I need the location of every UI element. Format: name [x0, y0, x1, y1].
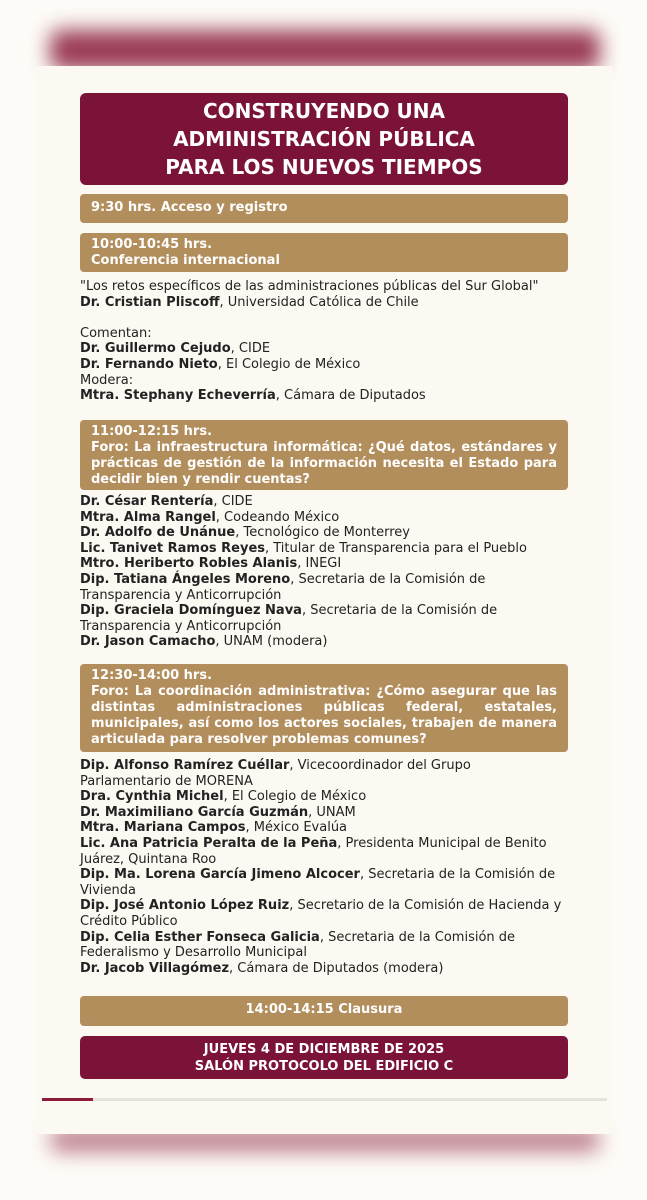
affiliation-text: , El Colegio de México	[223, 789, 367, 805]
text-line	[80, 789, 570, 805]
foro1-participants	[80, 494, 570, 650]
affiliation-text: , Secretaria de la Comisión de	[319, 929, 516, 945]
affiliation-text: Crédito Público	[80, 913, 178, 929]
foro2-participants	[80, 758, 570, 976]
affiliation-text: , Universidad Católica de Chile	[219, 294, 419, 310]
clausura-bar	[80, 996, 568, 1026]
text-line	[80, 373, 570, 389]
affiliation-text: Modera:	[80, 372, 134, 388]
text-line	[80, 836, 570, 852]
affiliation-text: , México Evalúa	[245, 820, 348, 836]
affiliation-text: , Secretaria de la Comisión de	[301, 603, 498, 619]
person-name: Dr. César Rentería	[80, 494, 214, 509]
affiliation-text: , Codeando México	[215, 509, 340, 525]
conferencia-details	[80, 279, 570, 404]
affiliation-text: Transparencia y Anticorrupción	[80, 618, 282, 634]
person-name: Dip. Alfonso Ramírez Cuéllar	[80, 758, 290, 773]
affiliation-text: "Los retos específicos de las administraciones públicas del Sur Global"	[80, 279, 539, 294]
affiliation-text: , Secretaria de la Comisión de	[290, 571, 486, 587]
person-name: Dr. Jacob Villagómez	[80, 960, 230, 976]
text-line	[80, 898, 570, 914]
affiliation-text: Transparencia y Anticorrupción	[80, 587, 282, 603]
text-line	[80, 961, 570, 977]
person-name: Lic. Ana Patricia Peralta de la Peña	[80, 835, 338, 851]
event-venue: SALÓN PROTOCOLO DEL EDIFICIO C	[194, 1059, 454, 1074]
foro1-description: Foro: La infraestructura informática: ¿Qué datos, estándares y prácticas de gestión de la información necesita el Estado para decidir bien y rendir cuentas?	[91, 440, 557, 487]
event-date-box	[80, 1036, 568, 1079]
affiliation-text: , Titular de Transparencia para el Pueblo	[265, 540, 527, 556]
affiliation-text: , El Colegio de México	[217, 356, 361, 372]
text-line	[80, 930, 570, 946]
affiliation-text: , Tecnológico de Monterrey	[235, 525, 411, 541]
affiliation-text: , Secretario de la Comisión de Hacienda y	[289, 898, 562, 914]
foro2-bar	[80, 664, 568, 752]
affiliation-text: Juárez, Quintana Roo	[80, 851, 217, 867]
title-line-3: PARA LOS NUEVOS TIEMPOS	[165, 155, 483, 179]
person-name: Dip. Tatiana Ángeles Moreno	[80, 571, 291, 587]
text-line	[80, 634, 570, 650]
affiliation-text: , Secretaria de la Comisión de	[359, 867, 556, 883]
person-name: Dr. Maximiliano García Guzmán	[80, 804, 309, 820]
affiliation-text: , UNAM	[308, 804, 356, 820]
person-name: Mtra. Stephany Echeverría	[80, 388, 276, 404]
clausura-label: 14:00-14:15 Clausura	[245, 1002, 403, 1017]
blurred-header-backdrop	[50, 30, 600, 70]
registro-bar	[80, 194, 568, 223]
text-line	[80, 945, 570, 961]
affiliation-text: , CIDE	[213, 494, 253, 509]
text-line	[80, 774, 570, 790]
person-name: Lic. Tanivet Ramos Reyes	[80, 540, 265, 556]
affiliation-text: , Cámara de Diputados (modera)	[229, 960, 444, 976]
affiliation-text: , CIDE	[230, 341, 271, 357]
affiliation-text: Vivienda	[80, 882, 136, 898]
person-name: Dr. Fernando Nieto	[80, 356, 218, 372]
text-line	[80, 556, 570, 572]
text-line	[80, 279, 570, 295]
conferencia-label: Conferencia internacional	[91, 253, 280, 268]
person-name: Mtra. Mariana Campos	[80, 820, 246, 836]
text-line	[80, 603, 570, 619]
carousel-progress-track	[42, 1098, 607, 1101]
title-line-1: CONSTRUYENDO UNA	[202, 99, 445, 123]
affiliation-text: Parlamentario de MORENA	[80, 773, 253, 789]
conferencia-bar	[80, 233, 568, 272]
affiliation-text: , INEGI	[297, 556, 342, 572]
affiliation-text: , UNAM (modera)	[215, 634, 328, 650]
text-line	[80, 914, 570, 930]
event-date: JUEVES 4 DE DICIEMBRE DE 2025	[203, 1042, 445, 1057]
text-line	[80, 510, 570, 526]
person-name: Dip. José Antonio López Ruiz	[80, 898, 290, 914]
person-name: Dip. Graciela Domínguez Nava	[80, 603, 302, 619]
text-line	[80, 341, 570, 357]
text-line	[80, 525, 570, 541]
foro2-description: Foro: La coordinación administrativa: ¿Cómo asegurar que las distintas administraciones públicas federal, estatales, municipales, así como los actores sociales, trabajen de manera articulada para resolver problemas comunes?	[91, 684, 557, 747]
person-name: Mtro. Heriberto Robles Alanis	[80, 556, 298, 572]
text-line	[80, 541, 570, 557]
text-line	[80, 820, 570, 836]
title-line-2: ADMINISTRACIÓN PÚBLICA	[173, 127, 475, 151]
text-line	[80, 326, 570, 342]
text-line	[80, 494, 570, 510]
text-line	[80, 867, 570, 883]
person-name: Dra. Cynthia Michel	[80, 789, 224, 805]
person-name: Dr. Adolfo de Unánue	[80, 525, 236, 541]
text-line	[80, 805, 570, 821]
text-line	[80, 619, 570, 635]
conferencia-time: 10:00-10:45 hrs.	[91, 237, 213, 252]
foro2-time: 12:30-14:00 hrs.	[91, 668, 213, 683]
registro-label: 9:30 hrs. Acceso y registro	[91, 200, 288, 215]
text-line	[80, 852, 570, 868]
text-line	[80, 357, 570, 373]
program-card	[36, 66, 612, 1134]
affiliation-text: , Cámara de Diputados	[275, 388, 426, 404]
text-line	[80, 295, 570, 311]
foro1-time: 11:00-12:15 hrs.	[91, 424, 213, 439]
affiliation-text: , Vicecoordinador del Grupo	[289, 758, 471, 773]
affiliation-text: , Presidenta Municipal de Benito	[337, 835, 547, 851]
person-name: Mtra. Alma Rangel	[80, 509, 216, 525]
person-name: Dr. Cristian Pliscoff	[80, 294, 220, 310]
text-line	[80, 883, 570, 899]
text-line	[80, 572, 570, 588]
carousel-progress-fill	[42, 1098, 93, 1101]
affiliation-text: Federalismo y Desarrollo Municipal	[80, 945, 307, 961]
person-name: Dr. Guillermo Cejudo	[80, 341, 231, 357]
person-name: Dip. Ma. Lorena García Jimeno Alcocer	[80, 867, 360, 883]
person-name: Dr. Jason Camacho	[80, 634, 216, 650]
text-line	[80, 388, 570, 404]
spacer	[80, 310, 570, 326]
text-line	[80, 588, 570, 604]
foro1-bar	[80, 420, 568, 490]
person-name: Dip. Celia Esther Fonseca Galicia	[80, 929, 320, 945]
affiliation-text: Comentan:	[80, 325, 152, 341]
text-line	[80, 758, 570, 774]
event-title	[80, 93, 568, 185]
